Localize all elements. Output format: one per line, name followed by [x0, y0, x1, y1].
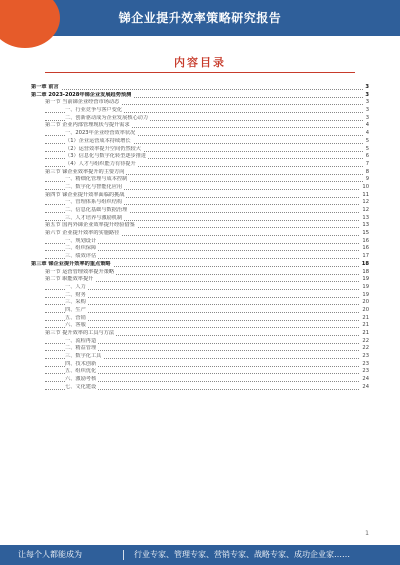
footer-bar [0, 545, 400, 565]
toc-entry-label: 二、财务 [65, 291, 86, 298]
toc-leader-dots [45, 289, 369, 290]
toc-entry-label: 二、精益管理 [65, 345, 97, 352]
toc-entry-page: 3 [365, 114, 369, 121]
toc-entry[interactable] [31, 153, 369, 161]
toc-entry-page: 22 [362, 345, 369, 352]
toc-entry-page: 17 [362, 253, 369, 260]
toc-entry-page: 15 [362, 230, 369, 237]
toc-entry[interactable] [31, 238, 369, 246]
toc-entry-label: 第五节 国内外锑企业效率提升经验借鉴 [45, 222, 135, 229]
toc-entry-page: 6 [365, 153, 369, 160]
toc-entry[interactable] [31, 376, 369, 384]
toc-entry-label: 第一节 运营管理效率提升策略 [45, 268, 115, 275]
toc-entry-page: 21 [362, 314, 369, 321]
table-of-contents [31, 84, 369, 392]
toc-entry[interactable] [31, 330, 369, 338]
toc-entry[interactable] [31, 345, 369, 353]
toc-entry-label: 七、文化建设 [65, 383, 97, 390]
toc-entry[interactable] [31, 253, 369, 261]
toc-heading-divider [45, 72, 355, 73]
toc-entry-label: 第二章 2023-2028年锑企业发展趋势预测 [31, 91, 132, 98]
toc-entry-label: 五、营销 [65, 314, 86, 321]
toc-entry-label: 一、管理体系与组织结构 [65, 199, 123, 206]
toc-entry-label: 四、生产 [65, 306, 86, 313]
toc-entry-page: 11 [362, 191, 369, 198]
toc-entry-label: 二、数字化与智能化应用 [65, 183, 123, 190]
toc-entry-page: 13 [362, 214, 369, 221]
toc-entry-label: 第四节 锑企业提升效率面临的挑战 [45, 191, 125, 198]
toc-entry-page: 20 [362, 306, 369, 313]
toc-entry-page: 23 [362, 360, 369, 367]
toc-leader-dots [45, 304, 369, 305]
toc-entry-label: 三、数字化工具 [65, 353, 102, 360]
toc-entry-page: 4 [365, 130, 369, 137]
toc-entry[interactable] [31, 215, 369, 223]
toc-entry[interactable] [31, 199, 369, 207]
toc-entry-page: 13 [362, 222, 369, 229]
toc-entry-label: 一、流程再造 [65, 337, 97, 344]
toc-entry[interactable] [31, 99, 369, 107]
toc-entry[interactable] [31, 146, 369, 154]
toc-entry-label: 第六节 企业提升效率的实施路径 [45, 230, 120, 237]
toc-entry[interactable] [31, 222, 369, 230]
toc-entry-label: （2）运营效率提升空间仍然较大 [65, 145, 141, 152]
toc-entry-page: 12 [362, 207, 369, 213]
toc-entry-page: 16 [362, 237, 369, 244]
toc-entry[interactable] [31, 130, 369, 138]
toc-leader-dots [45, 312, 369, 313]
toc-heading: 内容目录 [174, 56, 226, 69]
toc-entry[interactable] [31, 307, 369, 315]
toc-entry-page: 4 [365, 122, 369, 129]
toc-entry-page: 9 [365, 176, 369, 183]
toc-entry-page: 18 [362, 268, 369, 275]
toc-entry-page: 22 [362, 337, 369, 344]
toc-entry[interactable] [31, 384, 369, 392]
toc-entry-label: 第二节 职能效率提升 [45, 276, 94, 283]
toc-entry[interactable] [31, 276, 369, 284]
toc-leader-dots [45, 327, 369, 328]
toc-entry[interactable] [31, 353, 369, 361]
toc-entry-label: 二、信息化基础与数据治理 [65, 207, 128, 213]
toc-entry-label: 一、精细化管理与成本控制 [65, 176, 128, 183]
toc-entry-page: 3 [365, 99, 369, 106]
toc-entry[interactable] [31, 361, 369, 369]
toc-entry-label: 第一章 前言 [31, 84, 59, 90]
toc-entry-label: 一、人力 [65, 283, 86, 290]
toc-entry-page: 19 [362, 291, 369, 298]
toc-entry[interactable] [31, 284, 369, 292]
toc-entry-page: 21 [362, 322, 369, 329]
toc-entry-page: 3 [365, 91, 369, 98]
toc-entry[interactable] [31, 292, 369, 300]
toc-entry-page: 5 [365, 145, 369, 152]
toc-entry[interactable] [31, 315, 369, 323]
toc-entry[interactable] [31, 84, 369, 92]
toc-entry[interactable] [31, 322, 369, 330]
footer-separator [123, 550, 124, 560]
toc-entry-page: 19 [362, 276, 369, 283]
toc-entry[interactable] [31, 207, 369, 215]
toc-entry-label: 三、绩效评估 [65, 253, 97, 260]
toc-entry[interactable] [31, 176, 369, 184]
toc-entry[interactable] [31, 245, 369, 253]
toc-entry-page: 5 [365, 137, 369, 144]
toc-entry[interactable] [31, 107, 369, 115]
toc-entry-label: 三、人才培养与激励机制 [65, 214, 123, 221]
toc-entry-label: 第三章 锑企业提升效率的重点策略 [31, 260, 111, 267]
toc-entry[interactable] [31, 192, 369, 200]
toc-entry-page: 18 [361, 260, 369, 267]
toc-entry-page: 24 [362, 383, 369, 390]
toc-entry-page: 7 [365, 160, 369, 167]
toc-entry-page: 10 [362, 183, 369, 190]
toc-leader-dots [45, 297, 369, 298]
toc-entry[interactable] [31, 122, 369, 130]
toc-leader-dots [45, 320, 369, 321]
toc-entry-label: （1）企业运营成本持续增长 [65, 137, 131, 144]
toc-entry-label: 第一节 当前锑企业经营市场动态 [45, 99, 120, 106]
footer-slogan: 让每个人都能成为 [18, 550, 82, 559]
toc-entry-label: 二、创新驱动成为企业发展核心动力 [65, 114, 149, 121]
toc-entry-label: 一、2023年企业经营效率状况 [65, 130, 136, 137]
footer-roles: 行业专家、管理专家、营销专家、战略专家、成功企业家…… [134, 550, 350, 559]
toc-entry-label: 第三节 提升效率的工具与方法 [45, 330, 115, 336]
header-bar [0, 0, 400, 36]
toc-entry[interactable] [31, 161, 369, 169]
toc-entry-label: 六、激励考核 [65, 376, 97, 383]
report-title: 锑企业提升效率策略研究报告 [118, 11, 282, 25]
toc-entry-label: （3）信息化与数字化转型逐步推进 [65, 153, 147, 160]
toc-entry-page: 3 [365, 84, 369, 90]
toc-entry-label: （4）人才与组织能力有待提升 [65, 160, 136, 167]
toc-entry[interactable] [31, 269, 369, 277]
toc-entry[interactable] [31, 169, 369, 177]
toc-entry[interactable] [31, 338, 369, 346]
toc-entry-page: 21 [362, 330, 369, 336]
toc-leader-dots [31, 89, 369, 90]
toc-entry-label: 四、技术创新 [65, 360, 97, 367]
toc-entry-page: 20 [362, 299, 369, 306]
toc-entry[interactable] [31, 138, 369, 146]
toc-entry-page: 8 [365, 168, 369, 175]
toc-entry[interactable] [31, 368, 369, 376]
toc-entry[interactable] [31, 230, 369, 238]
page-number: 1 [365, 530, 369, 537]
toc-entry-label: 六、客服 [65, 322, 86, 329]
toc-entry-label: 第二节 企业内部管理现状与提升需求 [45, 122, 130, 129]
toc-entry-page: 3 [365, 107, 369, 114]
toc-entry-page: 23 [362, 353, 369, 360]
toc-entry-label: 二、组织保障 [65, 245, 97, 252]
toc-entry[interactable] [31, 299, 369, 307]
toc-entry-label: 五、组织优化 [65, 368, 97, 375]
toc-entry-label: 一、行业竞争与客户变化 [65, 107, 123, 114]
toc-entry-page: 19 [362, 283, 369, 290]
toc-entry[interactable] [31, 261, 369, 269]
toc-entry[interactable] [31, 184, 369, 192]
toc-entry-label: 第三节 锑企业效率提升的主要方向 [45, 168, 125, 175]
toc-entry-label: 三、采购 [65, 299, 86, 306]
toc-entry[interactable] [31, 92, 369, 100]
toc-entry-page: 23 [362, 368, 369, 375]
toc-entry-label: 一、规划设计 [65, 237, 97, 244]
toc-entry-page: 12 [362, 199, 369, 206]
toc-entry-page: 16 [362, 245, 369, 252]
toc-entry[interactable] [31, 115, 369, 123]
toc-entry-page: 24 [362, 376, 369, 383]
